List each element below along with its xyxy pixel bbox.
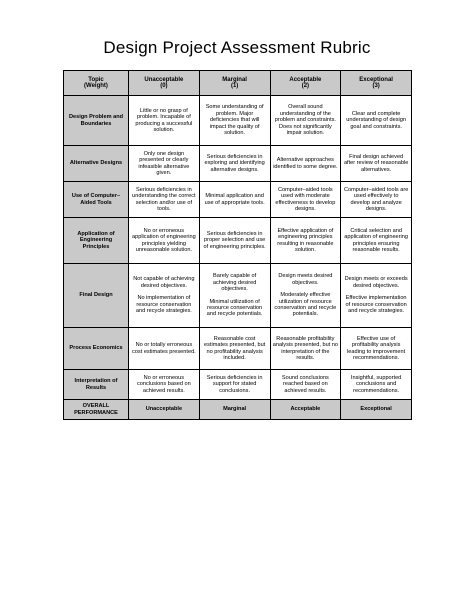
cell-marginal: Reasonable cost estimates presented, but no profitability analysis included.: [199, 328, 270, 370]
cell-unacceptable: No or erroneous conclusions based on achieved results.: [129, 370, 200, 400]
cell-marginal: Serious deficiencies in exploring and identifying alternative designs.: [199, 146, 270, 182]
header-unacceptable: Unacceptable (0): [129, 71, 200, 96]
table-row: [64, 146, 412, 182]
cell-acceptable: Design meets desired objectives. Moderately effective utilization of resource conservation and recycle potentials.: [270, 264, 341, 328]
cell-unacceptable: Not capable of achieving desired objectives. No implementation of resource conservation and recycle strategies.: [129, 264, 200, 328]
row-topic: Process Economics: [64, 328, 129, 370]
table-row: [64, 96, 412, 146]
cell-unacceptable: Only one design presented or clearly infeasible alternative given.: [129, 146, 200, 182]
overall-exceptional: Exceptional: [341, 400, 412, 420]
cell-marginal: Barely capable of achieving desired objectives. Minimal utilization of resource conservation and recycle potentials.: [199, 264, 270, 328]
cell-marginal: Minimal application and use of appropriate tools.: [199, 182, 270, 218]
row-topic: Alternative Designs: [64, 146, 129, 182]
cell-unacceptable: No or erroneous application of engineering principles yielding unreasonable solution.: [129, 218, 200, 264]
cell-acceptable: Sound conclusions reached based on achieved results.: [270, 370, 341, 400]
overall-topic: OVERALL PERFORMANCE: [64, 400, 129, 420]
cell-acceptable: Alternative approaches identified to some degree.: [270, 146, 341, 182]
cell-marginal: Serious deficiencies in proper selection and use of engineering principles.: [199, 218, 270, 264]
table-row: [64, 182, 412, 218]
cell-acceptable: Effective application of engineering principles resulting in reasonable solution.: [270, 218, 341, 264]
overall-unacceptable: Unacceptable: [129, 400, 200, 420]
cell-exceptional: Insightful, supported conclusions and recommendations.: [341, 370, 412, 400]
cell-exceptional: Computer–aided tools are used effectively to develop and analyze designs.: [341, 182, 412, 218]
cell-acceptable: Computer–aided tools used with moderate effectiveness to develop designs.: [270, 182, 341, 218]
cell-marginal: Serious deficiencies in support for stated conclusions.: [199, 370, 270, 400]
overall-acceptable: Acceptable: [270, 400, 341, 420]
header-row: [64, 71, 412, 96]
cell-marginal: Some understanding of problem. Major deficiencies that will impact the quality of solution.: [199, 96, 270, 146]
cell-exceptional: Critical selection and application of engineering principles ensuring reasonable results.: [341, 218, 412, 264]
header-topic: Topic (Weight): [64, 71, 129, 96]
header-exceptional: Exceptional (3): [341, 71, 412, 96]
cell-acceptable: Overall sound understanding of the problem and constraints. Does not significantly impair solution.: [270, 96, 341, 146]
overall-marginal: Marginal: [199, 400, 270, 420]
table-row: [64, 218, 412, 264]
cell-exceptional: Design meets or exceeds desired objectives. Effective implementation of resource conservation and recycle strategies.: [341, 264, 412, 328]
table-row: [64, 264, 412, 328]
row-topic: Use of Computer–Aided Tools: [64, 182, 129, 218]
row-topic: Design Problem and Boundaries: [64, 96, 129, 146]
cell-exceptional: Final design achieved after review of reasonable alternatives.: [341, 146, 412, 182]
row-topic: Interpretation of Results: [64, 370, 129, 400]
cell-exceptional: Clear and complete understanding of design goal and constraints.: [341, 96, 412, 146]
row-topic: Final Design: [64, 264, 129, 328]
table-row: [64, 328, 412, 370]
cell-unacceptable: Serious deficiencies in understanding the correct selection and/or use of tools.: [129, 182, 200, 218]
table-row: [64, 370, 412, 400]
cell-exceptional: Effective use of profitability analysis leading to improvement recommendations.: [341, 328, 412, 370]
cell-acceptable: Reasonable profitability analysis presented, but no interpretation of the results.: [270, 328, 341, 370]
header-marginal: Marginal (1): [199, 71, 270, 96]
cell-unacceptable: Little or no grasp of problem. Incapable of producing a successful solution.: [129, 96, 200, 146]
row-topic: Application of Engineering Principles: [64, 218, 129, 264]
overall-performance-row: [64, 400, 412, 420]
header-acceptable: Acceptable (2): [270, 71, 341, 96]
cell-unacceptable: No or totally erroneous cost estimates presented.: [129, 328, 200, 370]
rubric-table: [63, 70, 412, 420]
page-title: Design Project Assessment Rubric: [103, 38, 371, 57]
